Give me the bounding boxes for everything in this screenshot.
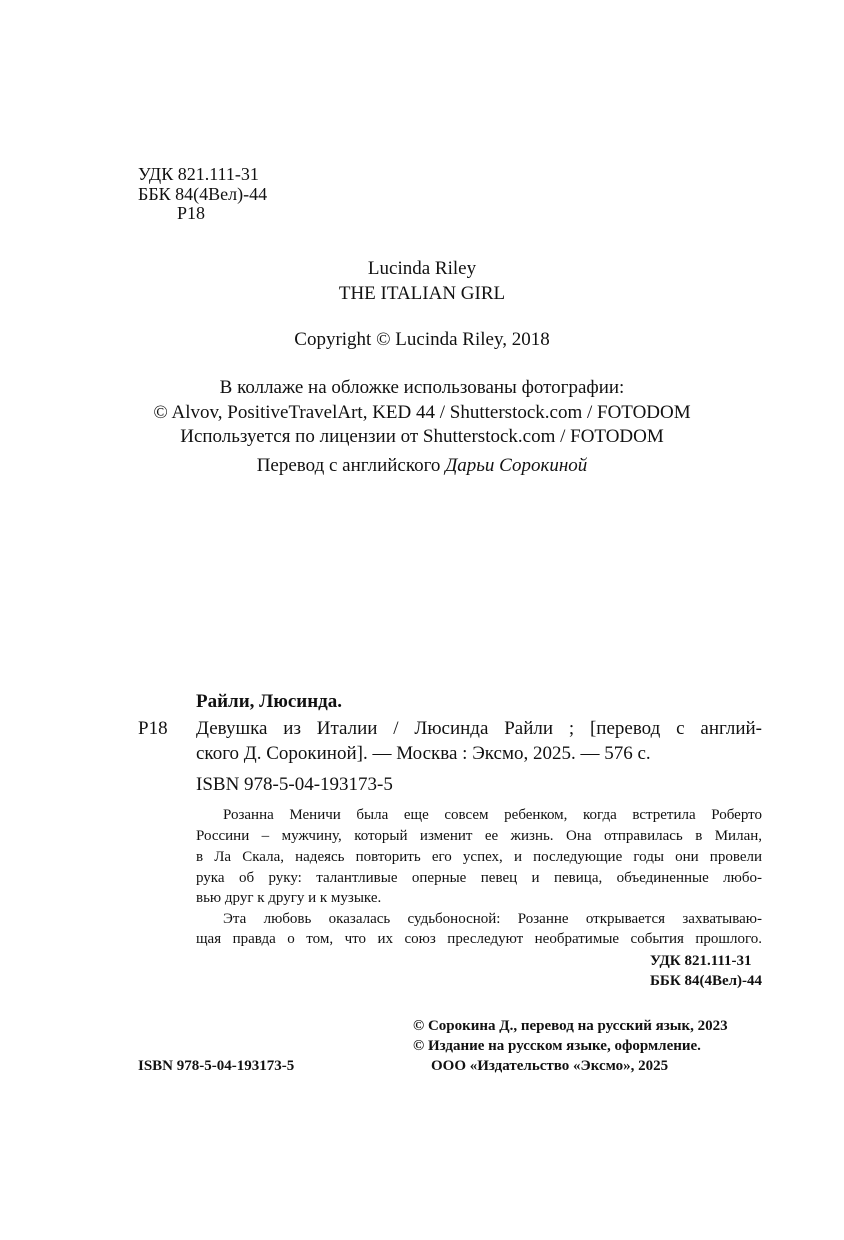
annotation-udk: УДК 821.111-31 xyxy=(650,953,752,969)
translation-credit xyxy=(0,454,844,478)
udk-code: УДК 821.111-31 xyxy=(138,164,259,184)
record-line-1: Девушка из Италии / Люсинда Райли ; [перевод с англий- xyxy=(196,718,762,739)
original-author: Lucinda Riley xyxy=(367,258,477,279)
translation-prefix: Перевод с английского xyxy=(256,455,441,476)
original-title: THE ITALIAN GIRL xyxy=(338,283,506,304)
annotation-bbk: ББК 84(4Вел)-44 xyxy=(650,973,763,989)
annotation-p1-line-5: вью друг к другу и к музыке. xyxy=(196,890,382,906)
cover-credit-line-2: © Alvov, PositiveTravelArt, KED 44 / Shutterstock.com / FOTODOM xyxy=(153,402,691,423)
annotation-p2-line-2: щая правда о том, что их союз преследуют необратимые события прошлого. xyxy=(196,931,762,947)
original-copyright: Copyright © Lucinda Riley, 2018 xyxy=(294,329,550,350)
copyright-publisher: ООО «Издательство «Эксмо», 2025 xyxy=(431,1058,669,1074)
cover-credit-line-3: Используется по лицензии от Shutterstock.com / FOTODOM xyxy=(180,426,664,447)
record-author-mark: Р18 xyxy=(138,718,168,739)
translator-name: Дарьи Сорокиной xyxy=(445,455,588,476)
annotation-p1-line-3: в Ла Скала, надеясь повторить его успех, и последующие годы они провели xyxy=(196,849,762,865)
record-heading: Райли, Люсинда. xyxy=(196,691,343,712)
copyright-edition: © Издание на русском языке, оформление. xyxy=(413,1038,701,1054)
annotation-p1-line-1: Розанна Меничи была еще совсем ребенком, когда встретила Роберто xyxy=(223,807,762,823)
annotation-p2-line-1: Эта любовь оказалась судьбоносной: Розанне открывается захватываю- xyxy=(223,911,762,927)
annotation-p1-line-2: Россини – мужчину, который изменит ее жизнь. Она отправилась в Милан, xyxy=(196,828,762,844)
author-mark: Р18 xyxy=(177,203,206,223)
annotation-p1-line-4: рука об руку: талантливые оперные певец и певица, объединенные любо- xyxy=(196,870,762,886)
cover-credit-line-1: В коллаже на обложке использованы фотографии: xyxy=(219,377,625,398)
footer-isbn: ISBN 978-5-04-193173-5 xyxy=(138,1058,295,1074)
copyright-translation: © Сорокина Д., перевод на русский язык, 2023 xyxy=(413,1018,728,1034)
record-isbn: ISBN 978-5-04-193173-5 xyxy=(196,774,393,795)
record-line-2: ского Д. Сорокиной]. — Москва : Эксмо, 2025. — 576 с. xyxy=(196,743,651,764)
bbk-code: ББК 84(4Вел)-44 xyxy=(138,184,268,204)
